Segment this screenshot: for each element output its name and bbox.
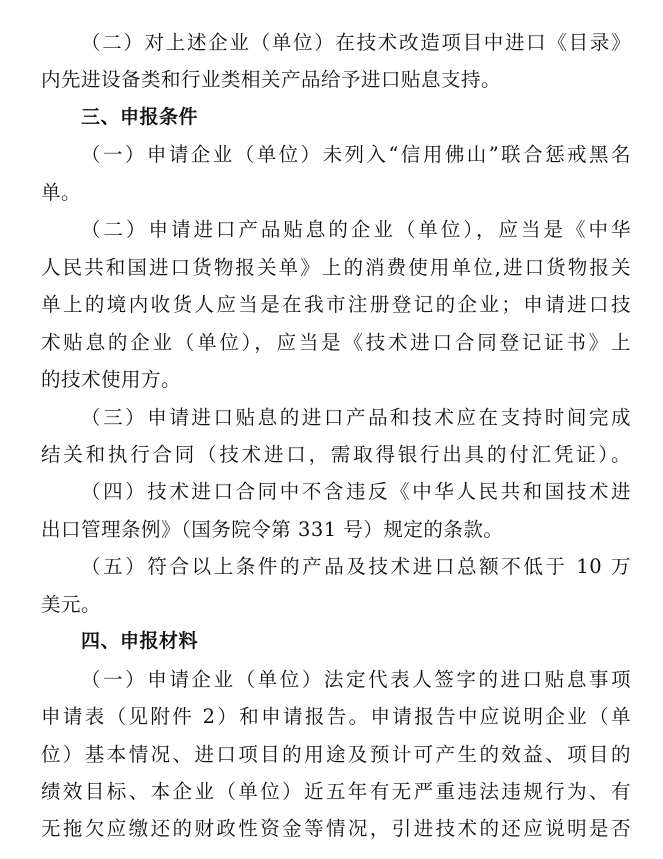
text-line: 单。 <box>41 180 82 204</box>
text-line: 内先进设备类和行业类相关产品给予进口贴息支持。 <box>41 68 502 92</box>
text-line: （二）对上述企业（单位）在技术改造项目中进口《目录》 <box>81 31 631 54</box>
text-line: 人民共和国进口货物报关单》上的消费使用单位,进口货物报关 <box>41 255 631 279</box>
text-line: （一）申请企业（单位）法定代表人签字的进口贴息事项 <box>81 667 631 691</box>
section-heading: 三、申报条件 <box>81 105 199 128</box>
text-line: 单上的境内收货人应当是在我市注册登记的企业；申请进口技 <box>41 293 631 317</box>
text-line: 申请表（见附件 2）和申请报告。申请报告中应说明企业（单 <box>41 705 631 729</box>
text-line: （四）技术进口合同中不含违反《中华人民共和国技术进 <box>81 480 631 504</box>
text-line: 美元。 <box>41 592 102 616</box>
text-line: 位）基本情况、进口项目的用途及预计可产生的效益、项目的 <box>41 742 631 766</box>
text-line: （一）申请企业（单位）未列入“信用佛山”联合惩戒黑名 <box>81 143 631 167</box>
section-heading: 四、申报材料 <box>81 630 199 653</box>
text-line: 术贴息的企业（单位），应当是《技术进口合同登记证书》上 <box>41 330 631 354</box>
text-line: 的技术使用方。 <box>41 368 182 392</box>
text-line: （五）符合以上条件的产品及技术进口总额不低于 10 万 <box>81 555 631 579</box>
text-line: （三）申请进口贴息的进口产品和技术应在支持时间完成 <box>81 405 631 429</box>
text-line: 出口管理条例》（国务院令第 331 号）规定的条款。 <box>41 517 504 541</box>
text-line: （二）申请进口产品贴息的企业（单位），应当是《中华 <box>81 218 631 242</box>
text-line: 无拖欠应缴还的财政性资金等情况，引进技术的还应说明是否 <box>41 817 631 841</box>
text-line: 绩效目标、本企业（单位）近五年有无严重违法违规行为、有 <box>41 780 631 803</box>
text-line: 结关和执行合同（技术进口，需取得银行出具的付汇凭证）。 <box>41 442 631 466</box>
